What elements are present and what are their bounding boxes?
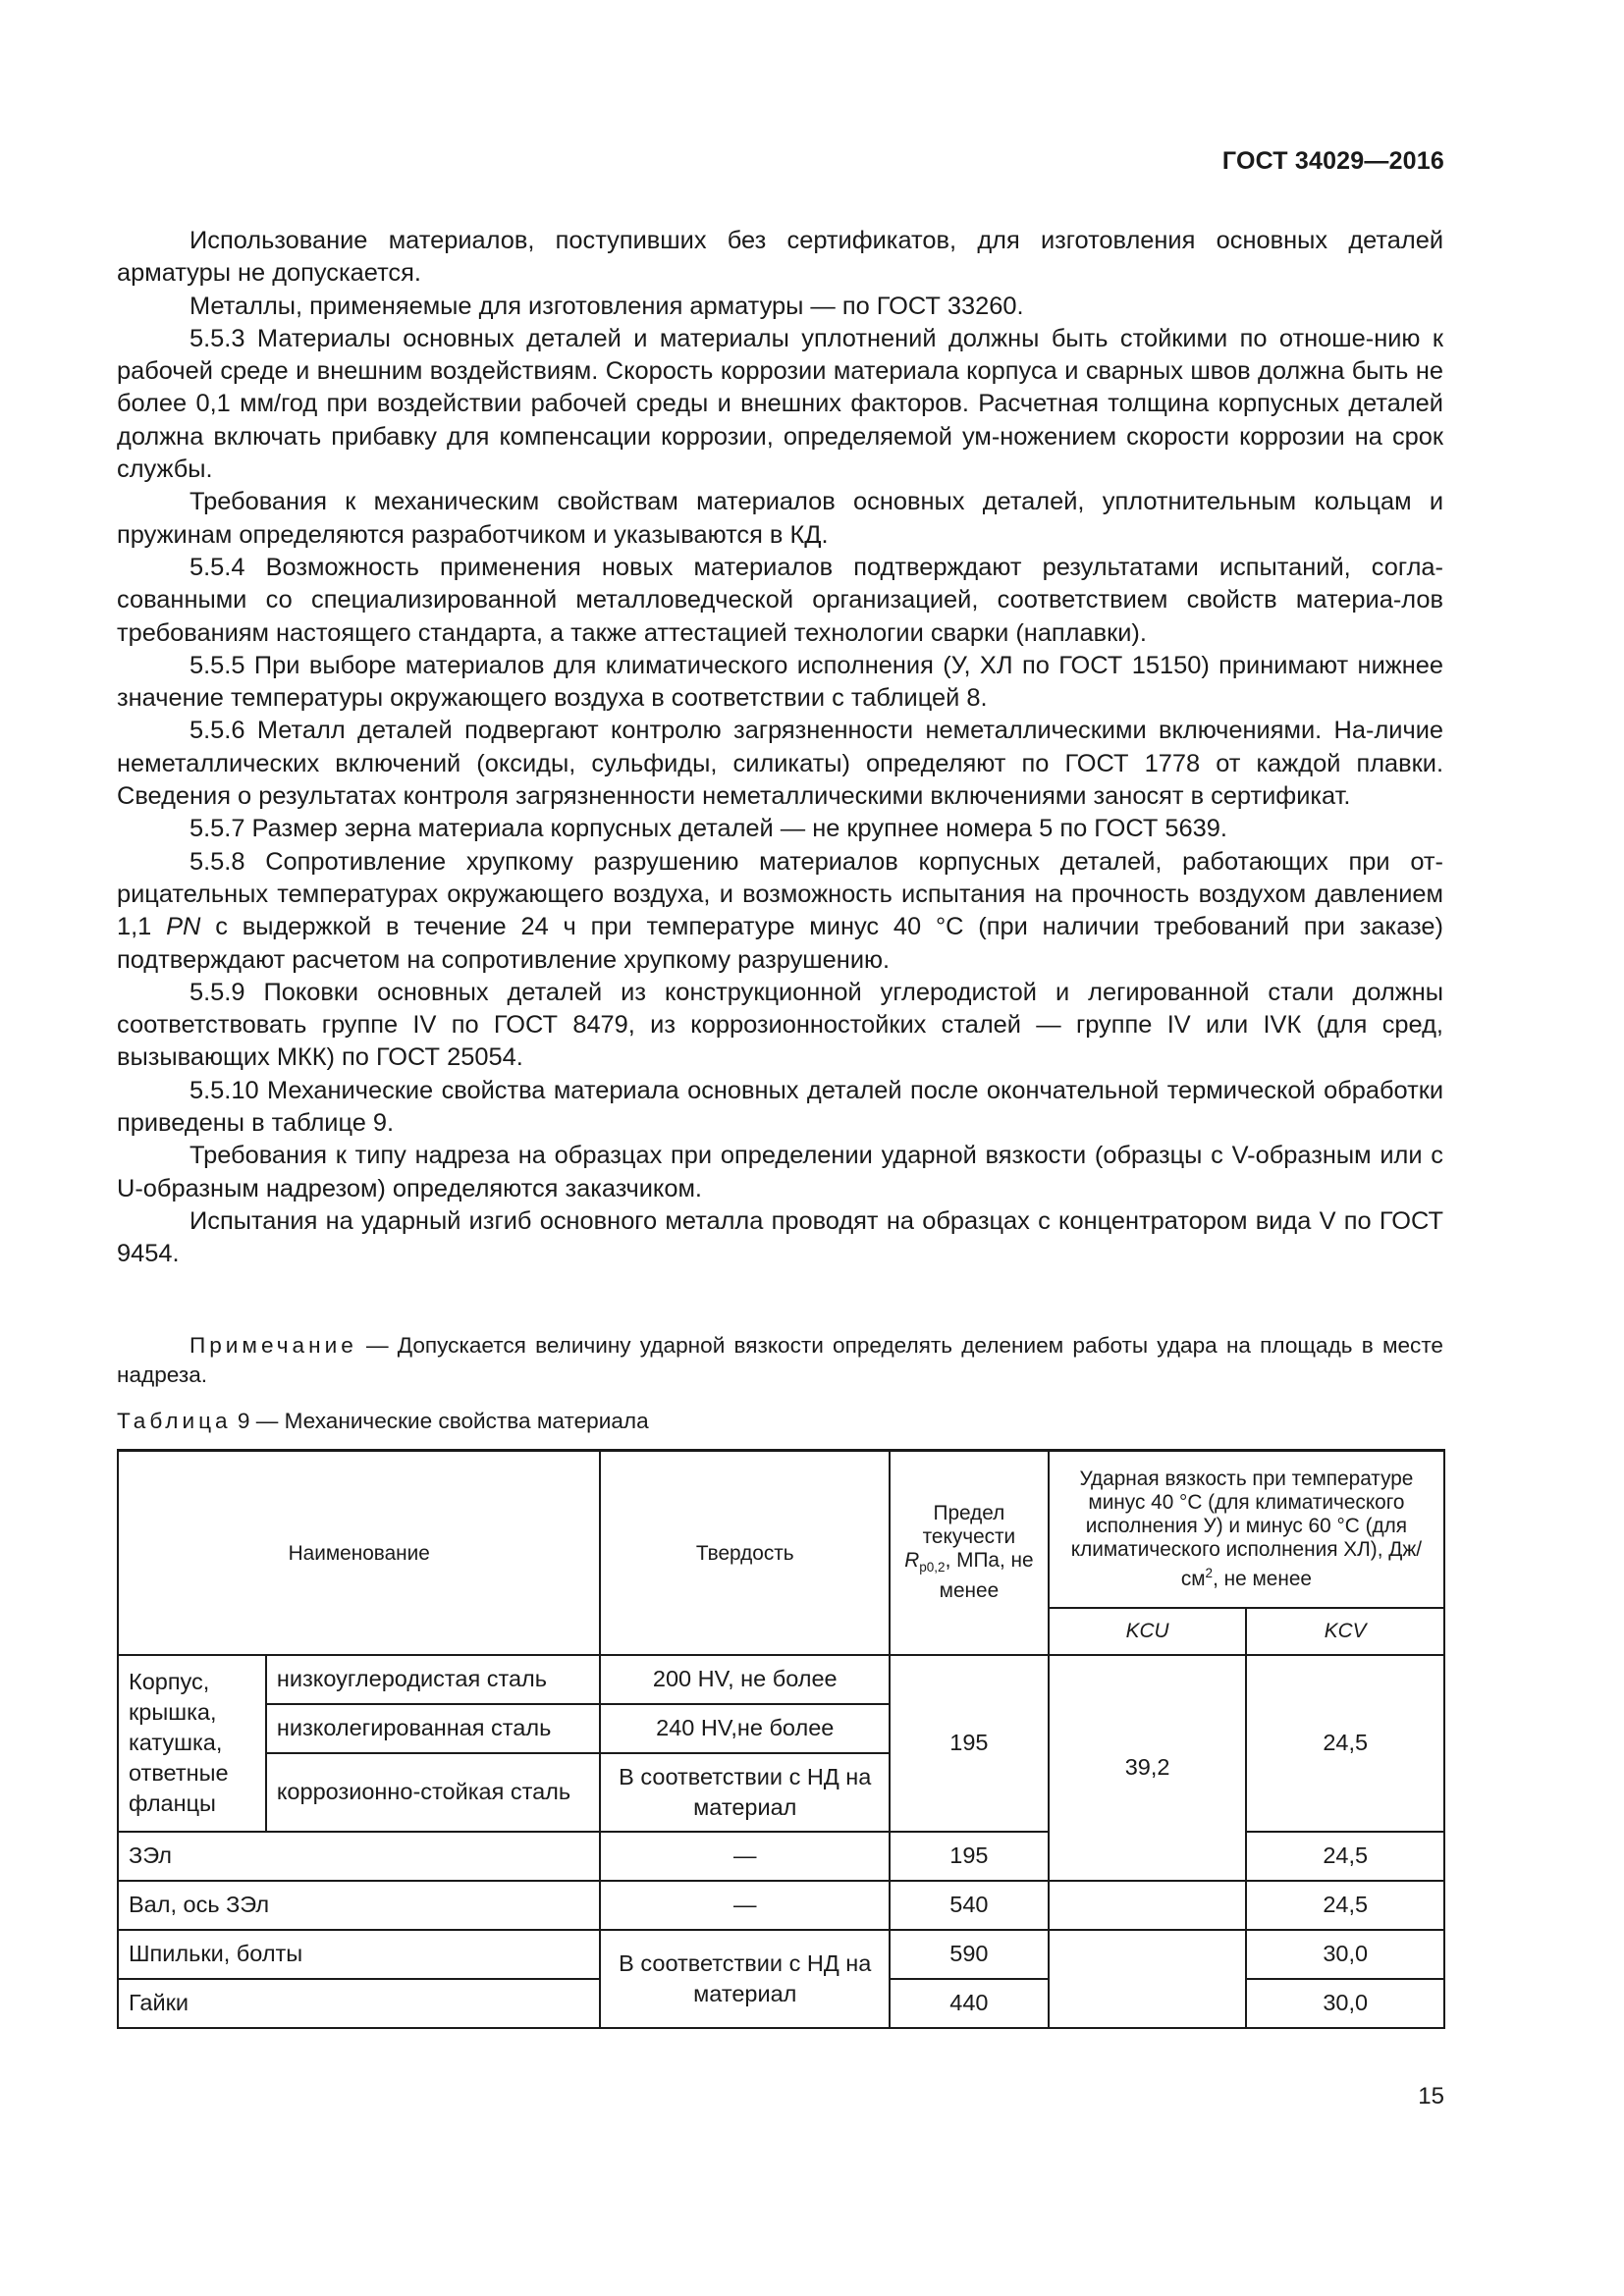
note (117, 1331, 1443, 1390)
note-label: Примечание (189, 1333, 357, 1358)
paragraph: 5.5.5 При выборе материалов для климатического исполнения (У, ХЛ по ГОСТ 15150) принимают нижнее значение температуры окружающего воздуха в соответствии с таблицей 8. (117, 651, 1443, 713)
body-text (117, 225, 1443, 1271)
header-kcv: KCV (1246, 1608, 1444, 1655)
note-text: — Допускается величину ударной вязкости определять делением работы удара на площадь в месте надреза. (117, 1333, 1443, 1387)
paragraph: Использование материалов, поступивших без сертификатов, для изготовления основных деталей арматуры не допускается. (117, 227, 1443, 288)
group-yield: 195 (890, 1655, 1049, 1832)
row-name: низколегированная сталь (266, 1704, 601, 1753)
table-row (118, 1655, 1444, 1704)
row-kcu-empty (1049, 1930, 1247, 2028)
table-label: Таблица (117, 1409, 232, 1433)
row-kcv: 24,5 (1246, 1832, 1444, 1881)
row-hardness: В соответствии с НД на материал (600, 1753, 890, 1832)
row-hardness: — (600, 1832, 890, 1881)
row-yield: 440 (890, 1979, 1049, 2028)
table-row (118, 1930, 1444, 1979)
row-kcv: 30,0 (1246, 1930, 1444, 1979)
row-name: Шпильки, болты (118, 1930, 600, 1979)
row-hardness: — (600, 1881, 890, 1930)
paragraph: Требования к механическим свойствам материалов основных деталей, уплотнительным кольцам и пружинам определяются разработчиком и указываются в КД. (117, 488, 1443, 549)
row-yield: 195 (890, 1832, 1049, 1881)
row-kcv: 30,0 (1246, 1979, 1444, 2028)
fasteners-hardness: В соответствии с НД на материал (600, 1930, 890, 2028)
row-yield: 590 (890, 1930, 1049, 1979)
paragraph: 5.5.7 Размер зерна материала корпусных деталей — не крупнее номера 5 по ГОСТ 5639. (189, 815, 1227, 843)
paragraph: 5.5.3 Материалы основных деталей и материалы уплотнений должны быть стойкими по отноше-нию к рабочей среде и внешним воздействиям. Скорость коррозии материала корпуса и сварных швов должна быть не более 0,1 мм/год при воздействии рабочей среды и внешних факторов. Расчетная толщина корпусных деталей должна включать прибавку для компенсации коррозии, определяемой ум-ножением скорости коррозии на срок службы. (117, 324, 1443, 484)
row-yield: 540 (890, 1881, 1049, 1930)
row-name: Гайки (118, 1979, 600, 2028)
mechanical-properties-table (117, 1449, 1445, 2029)
paragraph: 5.5.10 Механические свойства материала основных деталей после окончательной термической обработки приведены в таблице 9. (117, 1076, 1443, 1138)
kcu-value: 39,2 (1049, 1655, 1247, 1881)
row-name: коррозионно-стойкая сталь (266, 1753, 601, 1832)
row-kcv: 24,5 (1246, 1881, 1444, 1930)
row-name: низкоуглеродистая сталь (266, 1655, 601, 1704)
paragraph: Испытания на ударный изгиб основного металла проводят на образцах с концентратором вида V по ГОСТ 9454. (117, 1206, 1443, 1268)
document-code: ГОСТ 34029—2016 (1221, 147, 1444, 175)
header-hardness: Твердость (600, 1451, 890, 1655)
header-yield-strength: Предел текучести $R_{p0,2}$, МПа, не менее (890, 1451, 1049, 1655)
group-kcv: 24,5 (1246, 1655, 1444, 1832)
row-hardness: 200 HV, не более (600, 1655, 890, 1704)
paragraph: 5.5.9 Поковки основных деталей из конструкционной углеродистой и легированной стали должны соответствовать группе IV по ГОСТ 8479, из коррозионностойких сталей — группе IV или IVК (для сред, вызывающих МКК) по ГОСТ 25054. (117, 978, 1443, 1072)
header-kcu: KCU (1049, 1608, 1247, 1655)
paragraph: 5.5.6 Металл деталей подвергают контролю загрязненности неметаллическими включениями. На-личие неметаллических включений (оксиды, сульфиды, силикаты) определяют по ГОСТ 1778 от каждой плавки. Сведения о результатах контроля загрязненности неметаллическими включениями заносят в сертификат. (117, 717, 1443, 811)
table-caption (117, 1409, 649, 1434)
group-label: Корпус, крышка, катушка, ответные фланцы (118, 1655, 266, 1832)
row-name: Вал, ось ЗЭл (118, 1881, 600, 1930)
paragraph: 5.5.8 Сопротивление хрупкому разрушению материалов корпусных деталей, работающих при от-рицательных температурах окружающего воздуха, и возможность испытания на прочность воздухом давлением 1,1 PN с выдержкой в течение 24 ч при температуре минус 40 °С (при наличии требований при заказе) подтверждают расчетом на сопротивление хрупкому разрушению. (117, 847, 1443, 974)
row-hardness: 240 HV,не более (600, 1704, 890, 1753)
table-title: 9 — Механические свойства материала (231, 1409, 649, 1433)
table-row (118, 1881, 1444, 1930)
paragraph: Металлы, применяемые для изготовления арматуры — по ГОСТ 33260. (189, 292, 1024, 320)
paragraph: Требования к типу надреза на образцах при определении ударной вязкости (образцы с V-образным или с U-образным надрезом) определяются заказчиком. (117, 1142, 1443, 1202)
row-name: ЗЭл (118, 1832, 600, 1881)
row-kcu-empty (1049, 1881, 1247, 1930)
page-number: 15 (1418, 2083, 1444, 2109)
header-name: Наименование (118, 1451, 600, 1655)
header-impact-strength: Ударная вязкость при температуре минус 40 °С (для климатического исполнения У) и минус 60 °С (для климатического исполнения ХЛ), $Дж/см^2$, не менее (1049, 1451, 1444, 1608)
paragraph: 5.5.4 Возможность применения новых материалов подтверждают результатами испытаний, согла-сованными со специализированной металловедческой организацией, соответствием свойств материа-лов требованиям настоящего стандарта, а также аттестацией технологии сварки (наплавки). (117, 553, 1443, 647)
